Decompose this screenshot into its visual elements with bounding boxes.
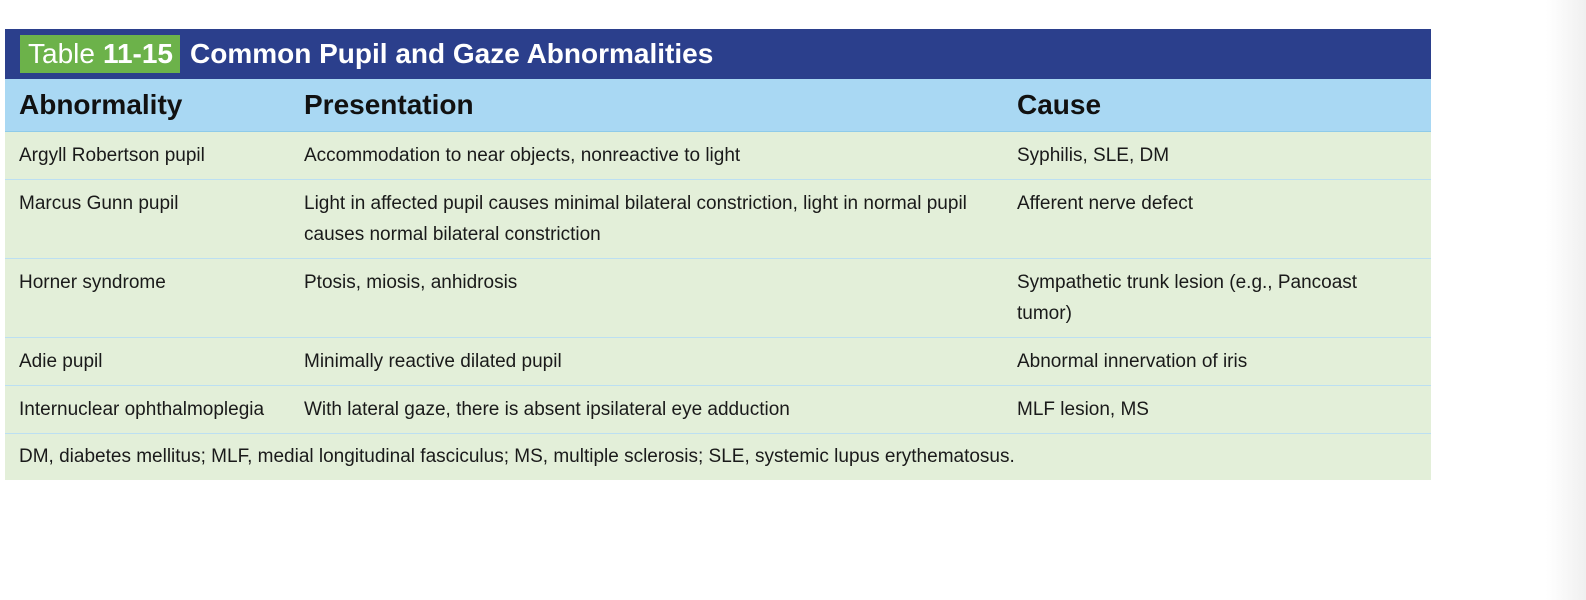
cell-abnormality: Horner syndrome — [19, 272, 166, 293]
table-title: Common Pupil and Gaze Abnormalities — [190, 38, 714, 69]
table-title-bar — [5, 29, 1431, 79]
abnormalities-table — [5, 29, 1431, 480]
cell-presentation: Accommodation to near objects, nonreactive to light — [304, 145, 741, 166]
table-row — [5, 386, 1431, 434]
cell-cause: Abnormal innervation of iris — [1017, 351, 1248, 372]
header-cause: Cause — [1017, 89, 1102, 120]
cell-cause: Sympathetic trunk lesion (e.g., Pancoast tumor) — [1017, 272, 1358, 324]
table-tag-word: Table — [28, 38, 95, 69]
cell-cause: MLF lesion, MS — [1017, 399, 1149, 420]
cell-cause: Syphilis, SLE, DM — [1017, 145, 1170, 166]
cell-presentation: Ptosis, miosis, anhidrosis — [304, 272, 518, 293]
cell-abnormality: Argyll Robertson pupil — [19, 145, 205, 166]
cell-abnormality: Adie pupil — [19, 351, 103, 372]
cell-presentation: Minimally reactive dilated pupil — [304, 351, 562, 372]
table-row — [5, 180, 1431, 259]
header-presentation: Presentation — [304, 89, 474, 120]
table-row — [5, 132, 1431, 180]
table-row — [5, 338, 1431, 386]
header-abnormality: Abnormality — [19, 89, 183, 120]
table-tag-number: 11-15 — [102, 38, 174, 69]
cell-cause: Afferent nerve defect — [1017, 193, 1194, 214]
page-edge-shadow — [1546, 0, 1586, 600]
table-number-tag — [20, 35, 180, 73]
cell-abnormality: Marcus Gunn pupil — [19, 193, 179, 214]
table-header-row — [5, 79, 1431, 132]
table-footnote: DM, diabetes mellitus; MLF, medial longitudinal fasciculus; MS, multiple sclerosis; SLE, systemic lupus erythematosus. — [5, 434, 1431, 480]
cell-presentation: With lateral gaze, there is absent ipsilateral eye adduction — [304, 399, 790, 420]
cell-presentation: Light in affected pupil causes minimal bilateral constriction, light in normal pupil causes normal bilateral constriction — [304, 193, 967, 245]
table-row — [5, 259, 1431, 338]
cell-abnormality: Internuclear ophthalmoplegia — [19, 399, 265, 420]
